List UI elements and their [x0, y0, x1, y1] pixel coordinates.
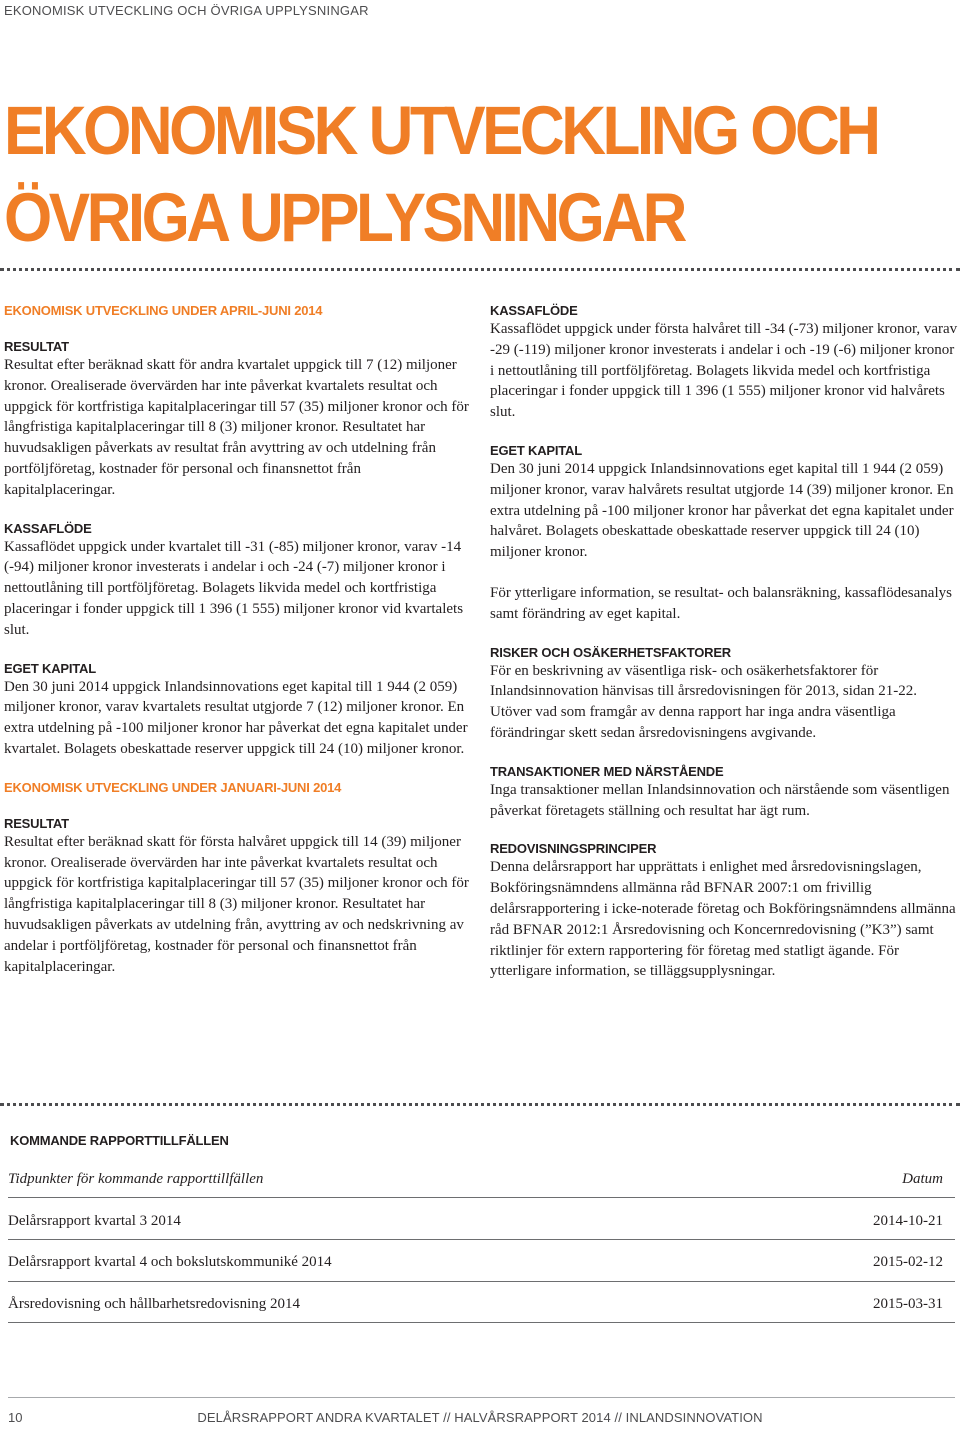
principer-text: Denna delårsrapport har upprättats i enlighet med årsredovisningslagen, Bokföringsnämndens allmänna råd BFNAR 2007:1 om frivillig delårsrapportering i icke-noterade företag och Bokföringsnämndens allmänna råd BFNAR 2012:1 Årsredovisning och Koncernredovisning (”K3”) samt riktlinjer för extern rapportering för företag med statligt ägande. För ytterligare information, se tilläggsupplysningar.: [490, 859, 956, 980]
report-event: Delårsrapport kvartal 3 2014: [8, 1213, 181, 1229]
page-title-line-2: ÖVRIGA UPPLYSNINGAR: [4, 180, 684, 257]
report-date: 2014-10-21: [873, 1213, 943, 1229]
transaktioner-heading: TRANSAKTIONER MED NÄRSTÅENDE: [490, 763, 724, 779]
table-row: [8, 1211, 955, 1231]
page-title-line-1: EKONOMISK UTVECKLING OCH: [4, 93, 878, 170]
q2-section-heading: EKONOMISK UTVECKLING UNDER APRIL-JUNI 2014: [4, 303, 323, 318]
reports-col-event: Tidpunkter för kommande rapporttillfällen: [8, 1171, 264, 1187]
reports-table-header: [8, 1169, 955, 1189]
q2-kapital-text: Den 30 juni 2014 uppgick Inlandsinnovations eget kapital till 1 944 (2 059) miljoner kronor, varav kvartalets resultat utgjorde 7 (12) miljoner kronor. En extra utdelning på -100 miljoner kronor har påverkat det egna kapitalet under kvartalet. Bolagets obeskattade reserver uppgick till 24 (10) miljoner kronor.: [4, 678, 468, 757]
report-event: Delårsrapport kvartal 4 och bokslutskommuniké 2014: [8, 1254, 332, 1270]
risker-text: För en beskrivning av väsentliga risk- och osäkerhetsfaktorer för Inlandsinnovation hänvisas till årsredovisningen för 2013, sidan 21-22. Utöver vad som framgår av denna rapport har inga andra väsentliga förändringar skett sedan årsredovisningens avgivande.: [490, 662, 918, 741]
table-rule: [8, 1322, 955, 1323]
page-number: 10: [8, 1410, 23, 1425]
kassaflode-text: Kassaflödet uppgick under första halvåret till -34 (-73) miljoner kronor, varav -29 (-119) miljoner kronor investerats i andelar i och -19 (-6) miljoner kronor i nettoutlåning till portföljföretag. Bolagets likvida medel och kortfristiga placeringar i fonder uppgick till 1 396 (1 555) miljoner kronor vid halvårets slut.: [490, 321, 958, 421]
h1-section-heading: EKONOMISK UTVECKLING UNDER JANUARI-JUNI 2014: [4, 779, 342, 795]
report-date: 2015-02-12: [873, 1254, 943, 1270]
more-info-text: För ytterligare information, se resultat- och balansräkning, kassaflödesanalys samt förändring av eget kapital.: [490, 584, 952, 622]
q2-resultat-text: Resultat efter beräknad skatt för andra kvartalet uppgick till 7 (12) miljoner kronor. Orealiserade övervärden har inte påverkat kvartalets resultat och uppgick för kortfristiga kapitalplaceringar till 57 (35) miljoner kronor och för långfristiga kapitalplaceringar till 8 (3) miljoner kronor. Resultatet har huvudsakligen påverkats av resultat från avyttring av och utdelning från portföljföretag, kostnader för personal och finansnettot från kapitalplaceringar.: [4, 357, 469, 498]
risker-heading: RISKER OCH OSÄKERHETSFAKTORER: [490, 644, 731, 660]
table-rule: [8, 1239, 955, 1240]
left-column: [4, 303, 472, 977]
report-date: 2015-03-31: [873, 1296, 943, 1312]
right-column: [490, 303, 958, 982]
q2-kapital-heading: EGET KAPITAL: [4, 660, 96, 676]
h1-resultat-text: Resultat efter beräknad skatt för första halvåret uppgick till 14 (39) miljoner kronor. Orealiserade övervärden har inte påverkat kvartalets resultat och uppgick för kortfristiga kapitalplaceringar till 57 (35) miljoner kronor och för långfristiga kapitalplaceringar till 8 (3) miljoner kronor. Resultatet har huvudsakligen påverkats av utdelning från, avyttring av och nedskrivning av andelar i portföljföretag, kostnader för personal och finansnettot från kapitalplaceringar.: [4, 833, 469, 975]
reports-col-date: Datum: [902, 1171, 943, 1187]
page-title: [4, 88, 960, 262]
kassaflode-heading: KASSAFLÖDE: [490, 303, 578, 318]
q2-kassaflode-heading: KASSAFLÖDE: [4, 520, 92, 536]
footer-rule: [8, 1397, 955, 1398]
kapital-heading: EGET KAPITAL: [490, 442, 582, 458]
report-event: Årsredovisning och hållbarhetsredovisning 2014: [8, 1296, 301, 1312]
table-rule: [8, 1281, 955, 1282]
table-row: [8, 1294, 955, 1314]
q2-resultat-heading: RESULTAT: [4, 339, 69, 354]
q2-kassaflode-text: Kassaflödet uppgick under kvartalet till -31 (-85) miljoner kronor, varav -14 (-94) miljoner kronor investerats i andelar i och -24 (-7) miljoner kronor i nettoutlåning till portföljföretag. Bolagets likvida medel och kortfristiga placeringar i fonder uppgick till 1 396 (1 555) miljoner kronor vid kvartalets slut.: [4, 538, 464, 638]
dotted-divider-bottom: [0, 1103, 960, 1106]
kapital-text: Den 30 juni 2014 uppgick Inlandsinnovations eget kapital till 1 944 (2 059) miljoner kronor, varav halvårets resultat utgjorde 14 (39) miljoner kronor. En extra utdelning på -100 miljoner kronor har påverkat det egna kapitalet under halvåret. Bolagets obeskattade obeskattade reserver uppgick till 24 (10) miljoner kronor.: [490, 460, 954, 561]
table-rule: [8, 1197, 955, 1198]
table-row: [8, 1252, 955, 1272]
h1-resultat-heading: RESULTAT: [4, 815, 69, 831]
footer-text: DELÅRSRAPPORT ANDRA KVARTALET // HALVÅRSRAPPORT 2014 // INLANDSINNOVATION: [197, 1410, 763, 1425]
running-header: EKONOMISK UTVECKLING OCH ÖVRIGA UPPLYSNINGAR: [4, 3, 369, 18]
dotted-divider-top: [0, 268, 960, 271]
principer-heading: REDOVISNINGSPRINCIPER: [490, 841, 657, 857]
transaktioner-text: Inga transaktioner mellan Inlandsinnovation och närstående som väsentligen påverkat företagets ställning och resultat har ägt rum.: [490, 781, 950, 819]
reports-table-heading: KOMMANDE RAPPORTTILLFÄLLEN: [10, 1133, 229, 1148]
